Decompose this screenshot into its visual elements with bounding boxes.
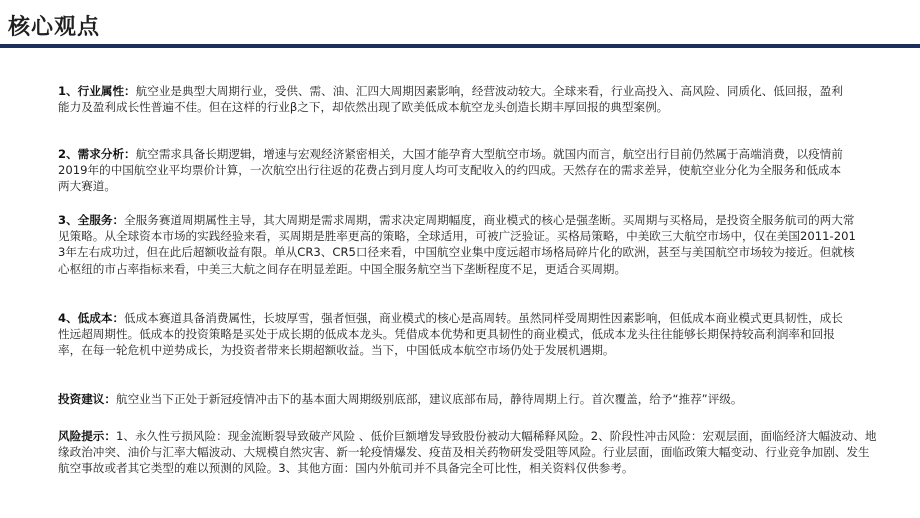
section-low-cost [58,310,848,359]
section-industry-attribute [58,83,848,115]
section-lead: 投资建议： [58,392,116,406]
section-text: 1、永久性亏损风险：现金流断裂导致破产风险 、低价巨额增发导致股份被动大幅稀释风险。2、阶段性冲击风险：宏观层面，面临经济大幅波动、地缘政治冲突、油价与汇率大幅波动、大规模自然灾害、新一轮疫情爆发、疫苗及相关药物研发受阻等风险。行业层面，面临政策大幅变动、行业竞争加剧、发生航空事故或者其它类型的难以预测的风险。3、其他方面：国内外航司并不具备完全可比性，相关资料仅供参考。 [58,429,877,476]
title-divider [0,44,920,48]
section-text: 低成本赛道具备消费属性，长坡厚雪，强者恒强，商业模式的核心是高周转。虽然同样受周期性因素影响，但低成本商业模式更具韧性，成长性远超周期性。低成本的投资策略是买处于成长期的低成本龙头。凭借成本优势和更具韧性的商业模式，低成本龙头往往能够长期保持较高利润率和回报率，在每一轮危机中逆势成长，为投资者带来长期超额收益。当下，中国低成本航空市场仍处于发展机遇期。 [58,311,843,358]
section-lead: 1、行业属性： [58,84,136,98]
section-risk-warning [58,428,878,477]
section-lead: 2、需求分析： [58,147,136,161]
section-text: 航空业是典型大周期行业，受供、需、油、汇四大周期因素影响，经营波动较大。全球来看，行业高投入、高风险、同质化、低回报，盈利能力及盈利成长性普遍不佳。但在这样的行业β之下，却依然出现了欧美低成本航空龙头创造长期丰厚回报的典型案例。 [58,84,843,115]
section-text: 航空需求具备长期逻辑，增速与宏观经济紧密相关，大国才能孕育大型航空市场。就国内而言，航空出行目前仍然属于高端消费，以疫情前2019年的中国航空业平均票价计算，一次航空出行往返的花费占到月度人均可支配收入的约四成。天然存在的需求差异，使航空业分化为全服务和低成本两大赛道。 [58,147,843,194]
section-investment-advice [58,391,878,407]
section-lead: 3、全服务： [58,213,125,227]
page-title: 核心观点 [8,15,101,40]
section-full-service [58,212,858,277]
section-lead: 风险提示： [58,429,116,443]
section-text: 全服务赛道周期属性主导，其大周期是需求周期，需求决定周期幅度，商业模式的核心是强垄断。买周期与买格局，是投资全服务航司的两大常见策略。从全球资本市场的实践经验来看，买周期是胜率更高的策略，全球适用，可被广泛验证。买格局策略，中美欧三大航空市场中，仅在美国2011-2013年左右成功过，但在此后超额收益有限。单从CR3、CR5口径来看，中国航空业集中度远超市场格局碎片化的欧洲，甚至与美国航空市场较为接近。但就核心枢纽的市占率指标来看，中美三大航之间存在明显差距。中国全服务航空当下垄断程度不足，更适合买周期。 [58,213,856,276]
section-text: 航空业当下正处于新冠疫情冲击下的基本面大周期级别底部，建议底部布局，静待周期上行。首次覆盖，给予“推荐”评级。 [115,392,743,406]
section-demand-analysis [58,146,848,195]
section-lead: 4、低成本： [58,311,125,325]
